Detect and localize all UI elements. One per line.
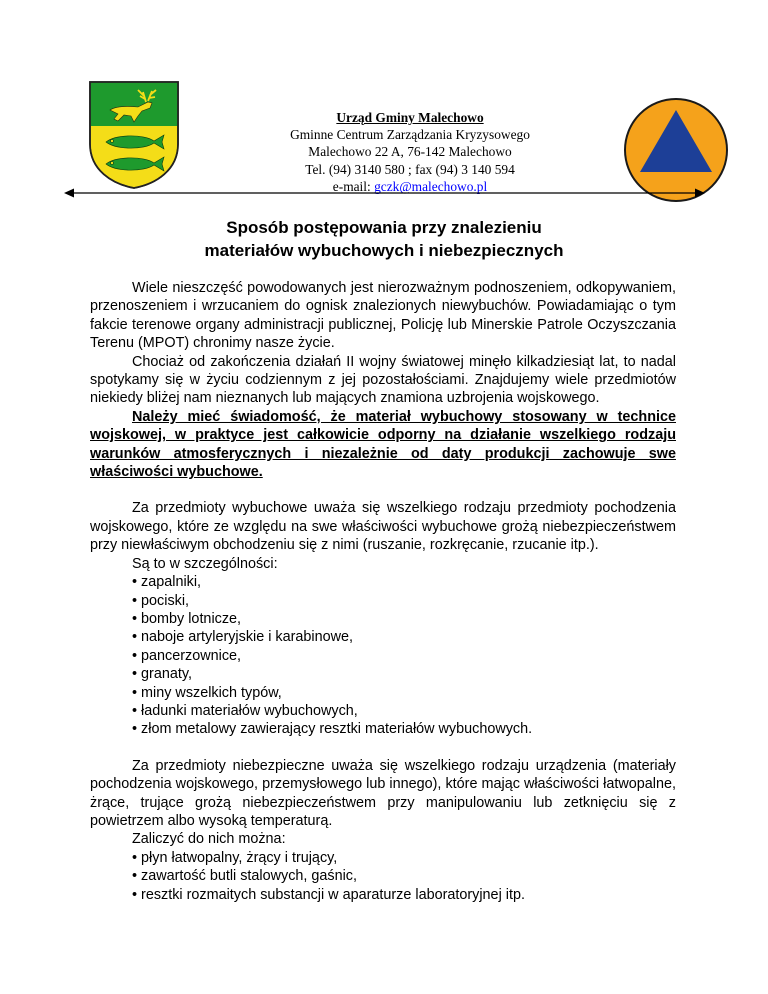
spacer xyxy=(90,481,676,499)
list-item: • zapalniki, xyxy=(132,573,676,591)
page-title xyxy=(60,216,708,262)
list-item: • złom metalowy zawierający resztki materiałów wybuchowych. xyxy=(132,720,676,738)
paragraph-2: Chociaż od zakończenia działań II wojny światowej minęło kilkadziesiąt lat, to nadal spotykamy się w życiu codziennym z jej pozostałościami. Znajdujemy wiele przedmiotów niekiedy bliżej nam nieznanych lub mających znamiona uzbrojenia wojskowego. xyxy=(90,353,676,407)
phone-fax: Tel. (94) 3140 580 ; fax (94) 3 140 594 xyxy=(305,161,515,177)
list-item: • zawartość butli stalowych, gaśnic, xyxy=(132,867,676,885)
list-item: • naboje artyleryjskie i karabinowe, xyxy=(132,628,676,646)
spacer xyxy=(90,739,676,757)
explosives-list-intro: Są to w szczególności: xyxy=(132,555,278,572)
list-item: • granaty, xyxy=(132,665,676,683)
list-item: • resztki rozmaitych substancji w aparaturze laboratoryjnej itp. xyxy=(132,886,676,904)
letterhead xyxy=(245,109,575,195)
address: Malechowo 22 A, 76-142 Malechowo xyxy=(308,144,512,160)
paragraph-1: Wiele nieszczęść powodowanych jest nierozważnym podnoszeniem, odkopywaniem, przenoszeniem i wrzucaniem do ognisk znalezionych niewybuchów. Powiadamiając o tym fakcie terenowe organy administracji publicznej, Policję lub Minerskie Patrole Oczyszczania Terenu (MPOT) chronimy nasze życie. xyxy=(90,280,676,352)
title-line-1: Sposób postępowania przy znalezieniu xyxy=(226,218,542,237)
list-item: • płyn łatwopalny, żrący i trujący, xyxy=(132,849,676,867)
list-item: • pociski, xyxy=(132,592,676,610)
email-label: e-mail: xyxy=(332,178,375,194)
paragraph-explosive-definition: Za przedmioty wybuchowe uważa się wszelkiego rodzaju przedmioty pochodzenia wojskowego, które ze względu na swe właściwości wybuchowe grożą niebezpieczeństwem przy niewłaściwym obchodzeniu się z nimi (ruszanie, rozkręcanie, rzucanie itp.). xyxy=(90,500,676,554)
explosives-list xyxy=(90,573,676,739)
warning-paragraph: Należy mieć świadomość, że materiał wybuchowy stosowany w technice wojskowej, w praktyce jest całkowicie odporny na działanie wszelkiego rodzaju warunków atmosferycznych i niezależnie od daty produkcji zachowuje swe właściwości wybuchowe. xyxy=(90,408,676,481)
dangerous-list xyxy=(90,849,676,904)
title-line-2: materiałów wybuchowych i niebezpiecznych xyxy=(204,241,564,260)
dangerous-list-intro: Zaliczyć do nich można: xyxy=(132,831,286,848)
list-item: • miny wszelkich typów, xyxy=(132,684,676,702)
header-divider xyxy=(64,186,705,200)
office-name: Urząd Gminy Malechowo xyxy=(336,110,484,125)
document-body xyxy=(90,279,676,904)
email-link[interactable]: gczk@malechowo.pl xyxy=(374,178,488,194)
coat-of-arms-icon xyxy=(88,80,180,190)
list-item: • bomby lotnicze, xyxy=(132,610,676,628)
list-item: • ładunki materiałów wybuchowych, xyxy=(132,702,676,720)
list-item: • pancerzownice, xyxy=(132,647,676,665)
paragraph-dangerous-definition: Za przedmioty niebezpieczne uważa się wszelkiego rodzaju urządzenia (materiały pochodzenia wojskowego, przemysłowego lub innego), które mając właściwości łatwopalne, żrące, trujące grożą niebezpieczeństwem przy manipulowaniu lub zetknięciu się z powietrzem albo wysoką temperaturą. xyxy=(90,757,676,829)
center-name: Gminne Centrum Zarządzania Kryzysowego xyxy=(290,127,530,143)
